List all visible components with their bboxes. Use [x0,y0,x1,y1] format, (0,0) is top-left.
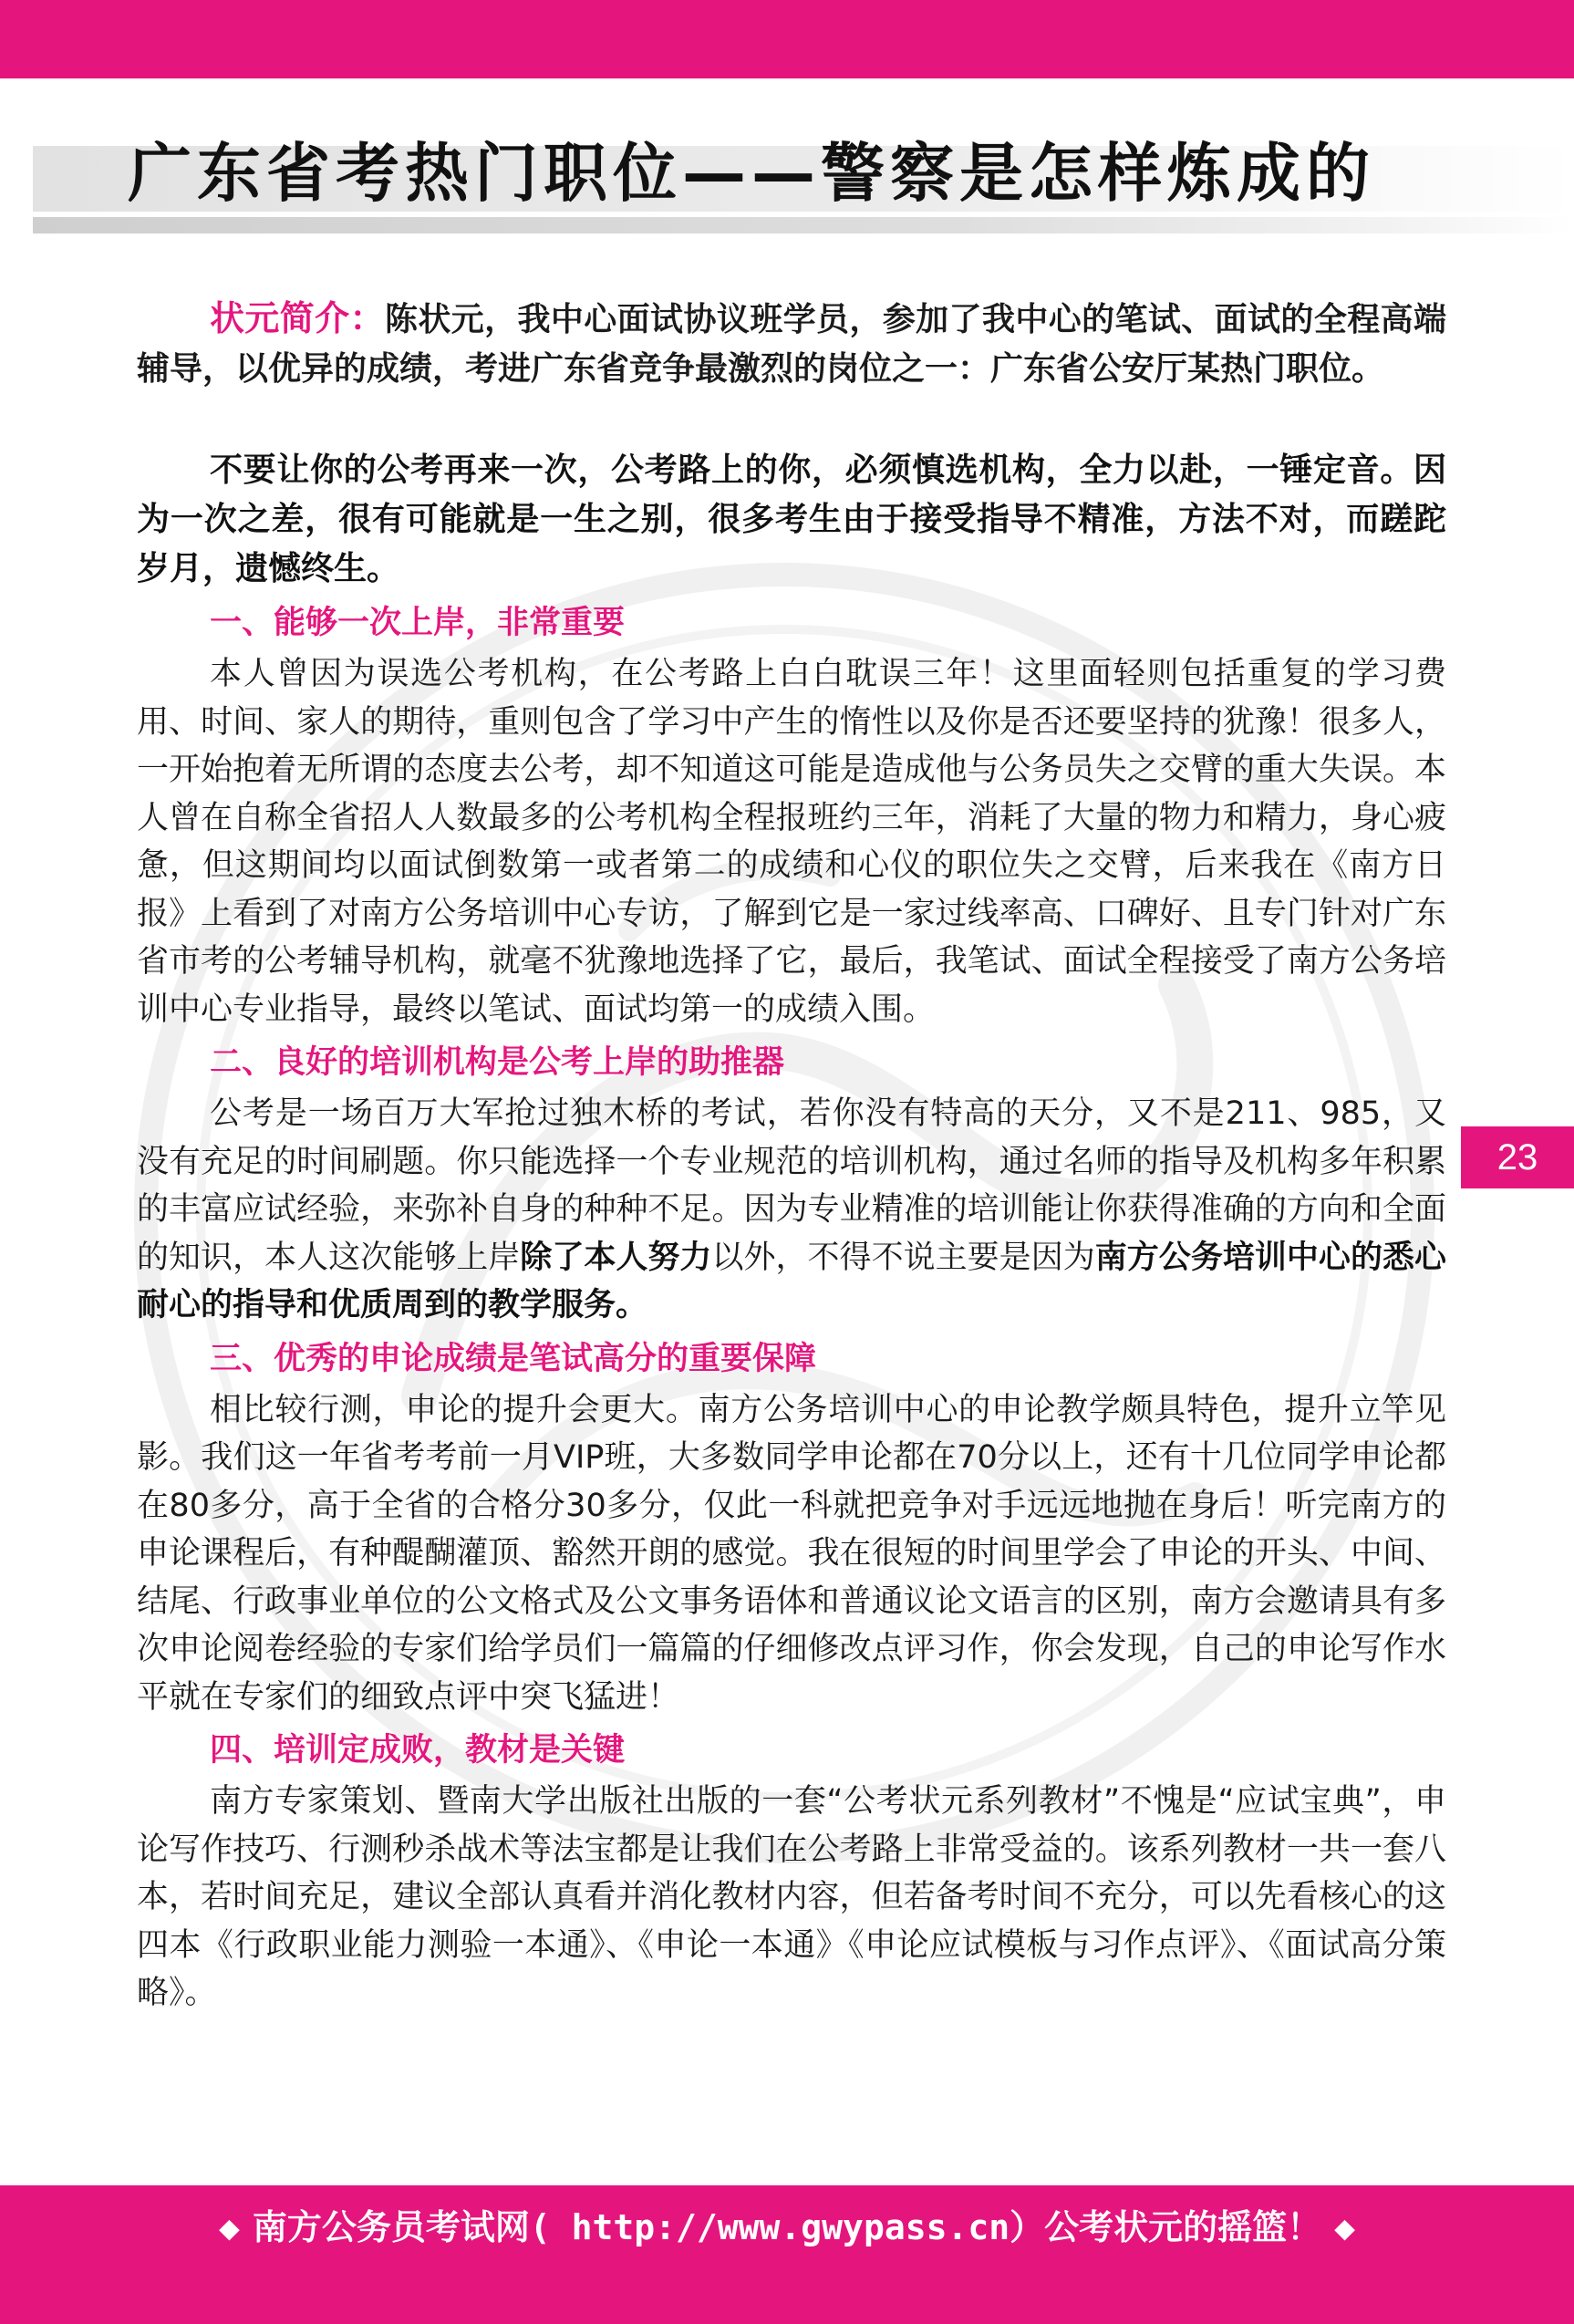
section-body-2-text: 公考是一场百万大军抢过独木桥的考试，若你没有特高的天分，又不是211、985，又没有充足的时间刷题。你只能选择一个专业规范的培训机构，通过名师的指导及机构多年积累的丰富应试经验，来弥补自身的种种不足。因为专业精准的培训能让你获得准确的方向和全面的知识，本人这次能够上岸 [137,1095,1446,1276]
section-body-2 [137,1090,1446,1330]
footer-slogan [0,2193,1574,2262]
diamond-right-icon: ◆ [1334,2207,1355,2247]
intro-label: 状元简介： [210,298,385,338]
lead-paragraph: 不要让你的公考再来一次，公考路上的你，必须慎选机构，全力以赴，一锤定音。因为一次之差，很有可能就是一生之别，很多考生由于接受指导不精准，方法不对，而蹉跎岁月，遗憾终生。 [137,451,1446,587]
section-body-3: 相比较行测，申论的提升会更大。南方公务培训中心的申论教学颇具特色，提升立竿见影。我们这一年省考考前一月VIP班，大多数同学申论都在70分以上，还有十几位同学申论都在80多分，高于全省的合格分30多分，仅此一科就把竞争对手远远地抛在身后！听完南方的申论课程后，有种醍醐灌顶、豁然开朗的感觉。我在很短的时间里学会了申论的开头、中间、结尾、行政事业单位的公文格式及公文事务语体和普通议论文语言的区别，南方会邀请具有多次申论阅卷经验的专家们给学员们一篇篇的仔细修改点评习作，你会发现，自己的申论写作水平就在专家们的细致点评中突飞猛进！ [137,1391,1446,1716]
section-body-2-bold-b: 南方公务培训中心的悉心耐心的指导和优质周到的教学服务。 [137,1239,1446,1323]
section-heading-1: 一、能够一次上岸，非常重要 [210,605,626,641]
section-body-1: 本人曾因为误选公考机构，在公考路上白白耽误三年！这里面轻则包括重复的学习费用、时间、家人的期待，重则包含了学习中产生的惰性以及你是否还要坚持的犹豫！很多人，一开始抱着无所谓的态度去公考，却不知道这可能是造成他与公务员失之交臂的重大失误。本人曾在自称全省招人人数最多的公考机构全程报班约三年，消耗了大量的物力和精力，身心疲惫，但这期间均以面试倒数第一或者第二的成绩和心仪的职位失之交臂，后来我在《南方日报》上看到了对南方公务培训中心专访，了解到它是一家过线率高、口碑好、且专门针对广东省市考的公考辅导机构，就毫不犹豫地选择了它，最后，我笔试、面试全程接受了南方公务培训中心专业指导，最终以笔试、面试均第一的成绩入围。 [137,656,1446,1028]
article-body [137,294,1446,2018]
intro-paragraph [137,294,1446,393]
section-body-2-bold-a: 除了本人努力 [520,1239,712,1276]
section-heading-4: 四、培训定成败，教材是关键 [210,1732,626,1769]
page-title: 广东省考热门职位——警察是怎样炼成的 [128,136,1375,211]
page-number-badge: 23 [1461,1126,1574,1188]
title-underline [33,217,1574,233]
diamond-left-icon: ◆ [219,2207,240,2247]
top-magenta-bar [0,0,1574,78]
section-body-4: 南方专家策划、暨南大学出版社出版的一套“公考状元系列教材”不愧是“应试宝典”，申论写作技巧、行测秒杀战术等法宝都是让我们在公考路上非常受益的。该系列教材一共一套八本，若时间充足，建议全部认真看并消化教材内容，但若备考时间不充分，可以先看核心的这四本《行政职业能力测验一本通》、《申论一本通》《申论应试模板与习作点评》、《面试高分策略》。 [137,1783,1446,2011]
intro-text: 陈状元，我中心面试协议班学员，参加了我中心的笔试、面试的全程高端辅导，以优异的成绩，考进广东省竞争最激烈的岗位之一：广东省公安厅某热门职位。 [137,300,1446,388]
footer-text: 南方公务员考试网( http://www.gwypass.cn）公考状元的摇篮！ [252,2207,1322,2247]
section-heading-3: 三、优秀的申论成绩是笔试高分的重要保障 [210,1340,817,1377]
section-heading-2: 二、良好的培训机构是公考上岸的助推器 [210,1044,785,1081]
section-body-2-middle: 以外，不得不说主要是因为 [711,1239,1095,1276]
